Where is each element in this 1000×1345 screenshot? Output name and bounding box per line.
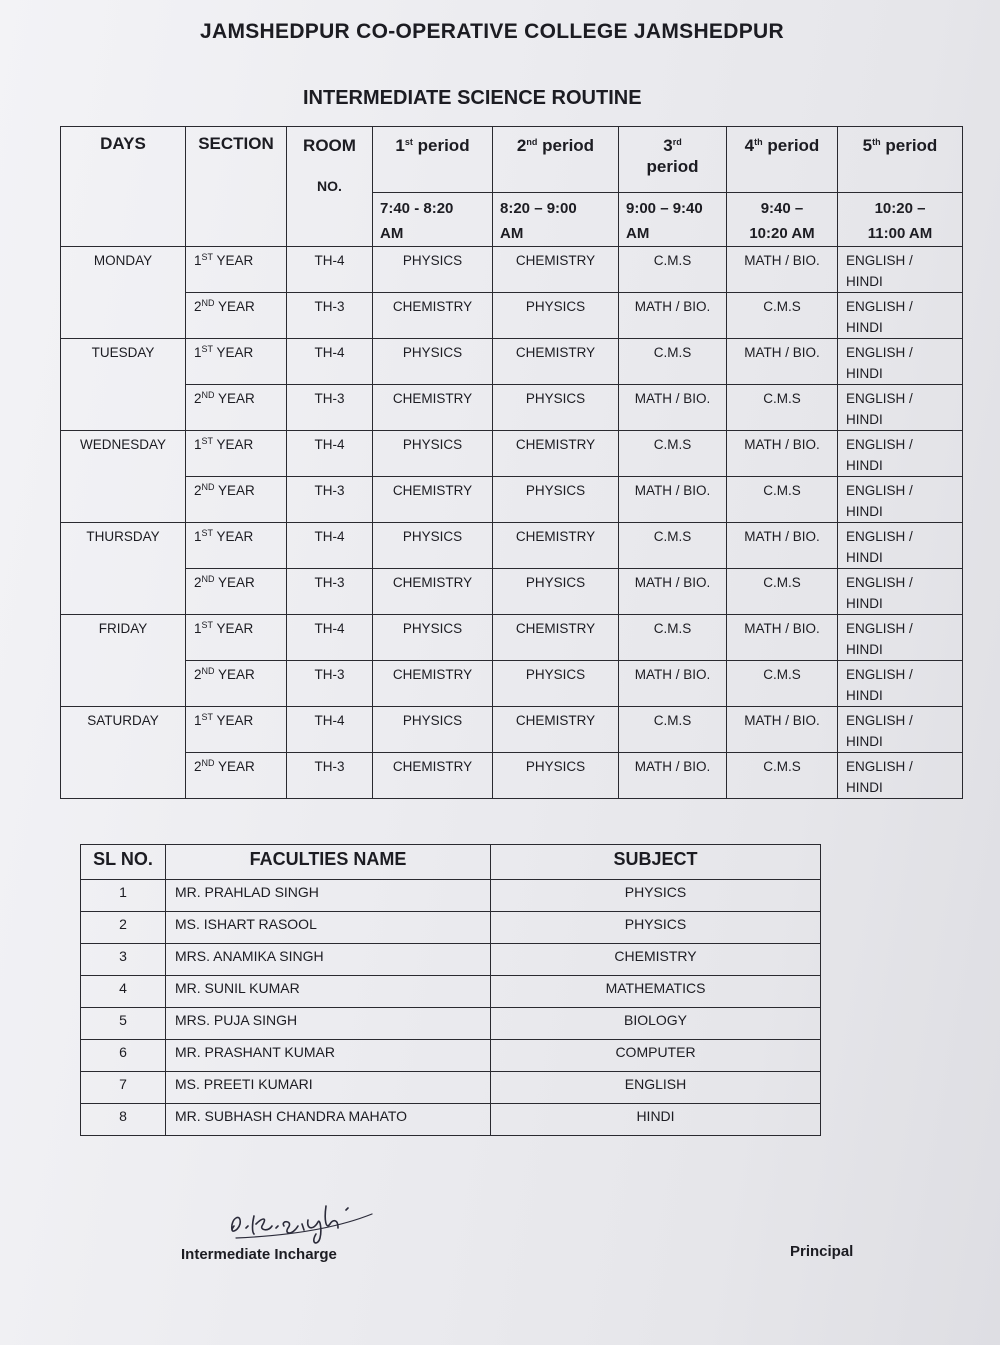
day-label: THURSDAY (61, 523, 186, 615)
subject-line-1: ENGLISH / (846, 575, 913, 590)
faculty-name: MS. PREETI KUMARI (166, 1072, 491, 1104)
section-num: 1 (194, 437, 202, 452)
subject-cell-period-5 (838, 707, 963, 753)
subject-cell: CHEMISTRY (493, 339, 619, 385)
subject-cell: CHEMISTRY (373, 477, 493, 523)
section-cell (186, 477, 287, 523)
subject-cell: CHEMISTRY (493, 431, 619, 477)
header-period-1 (373, 127, 493, 193)
subject-cell: PHYSICS (493, 385, 619, 431)
routine-row (61, 477, 963, 523)
header-period-3 (619, 127, 727, 193)
subject-cell: PHYSICS (373, 615, 493, 661)
subject-line-2: HINDI (846, 734, 883, 749)
subject-cell: MATH / BIO. (619, 569, 727, 615)
faculty-subject: COMPUTER (491, 1040, 821, 1072)
header-room-label: ROOM (303, 136, 356, 155)
faculty-header-name: FACULTIES NAME (166, 845, 491, 880)
subject-cell-period-5 (838, 431, 963, 477)
faculty-sl: 2 (81, 912, 166, 944)
room-cell: TH-4 (287, 523, 373, 569)
faculty-subject: CHEMISTRY (491, 944, 821, 976)
subject-cell: C.M.S (727, 385, 838, 431)
header-room (287, 127, 373, 247)
faculty-name: MRS. ANAMIKA SINGH (166, 944, 491, 976)
section-sup: ND (201, 758, 215, 768)
faculty-name: MR. SUBHASH CHANDRA MAHATO (166, 1104, 491, 1136)
faculty-sl: 4 (81, 976, 166, 1008)
day-label: TUESDAY (61, 339, 186, 431)
period-time-end: AM (626, 225, 650, 242)
room-cell: TH-3 (287, 661, 373, 707)
period-word: period (412, 136, 470, 155)
header-section: SECTION (186, 127, 287, 247)
subject-cell: CHEMISTRY (373, 661, 493, 707)
faculty-name: MRS. PUJA SINGH (166, 1008, 491, 1040)
subject-line-1: ENGLISH / (846, 529, 913, 544)
subject-line-1: ENGLISH / (846, 391, 913, 406)
subject-line-1: ENGLISH / (846, 253, 913, 268)
routine-body (61, 247, 963, 799)
section-num: 2 (194, 667, 202, 682)
subject-line-2: HINDI (846, 412, 883, 427)
faculty-row (81, 1008, 821, 1040)
period-ordinal: th (754, 137, 763, 147)
room-cell: TH-3 (287, 569, 373, 615)
subject-cell: C.M.S (727, 477, 838, 523)
room-cell: TH-4 (287, 247, 373, 293)
faculty-subject: HINDI (491, 1104, 821, 1136)
subject-cell: C.M.S (619, 247, 727, 293)
subject-line-1: ENGLISH / (846, 667, 913, 682)
routine-row (61, 615, 963, 661)
period-number: 1 (395, 136, 405, 155)
faculty-name: MR. PRAHLAD SINGH (166, 880, 491, 912)
subject-cell: MATH / BIO. (619, 385, 727, 431)
subject-line-1: ENGLISH / (846, 299, 913, 314)
subject-cell: PHYSICS (373, 431, 493, 477)
header-period-4 (727, 127, 838, 193)
subject-cell: MATH / BIO. (727, 431, 838, 477)
subject-line-1: ENGLISH / (846, 437, 913, 452)
section-sup: ST (201, 712, 214, 722)
period-ordinal: th (872, 137, 881, 147)
routine-row (61, 339, 963, 385)
subject-cell: C.M.S (727, 661, 838, 707)
period-time-start: 7:40 - 8:20 (380, 200, 454, 217)
subject-cell: PHYSICS (373, 339, 493, 385)
period-ordinal: nd (526, 137, 538, 147)
time-period-3 (619, 193, 727, 247)
subject-cell: C.M.S (727, 569, 838, 615)
section-num: 2 (194, 299, 202, 314)
section-num: 1 (194, 253, 202, 268)
period-time-start: 9:40 – (760, 200, 804, 217)
section-sup: ST (201, 436, 214, 446)
period-word: period (762, 136, 820, 155)
section-label: YEAR (213, 253, 254, 268)
faculty-body (81, 880, 821, 1136)
room-cell: TH-4 (287, 707, 373, 753)
section-num: 2 (194, 391, 202, 406)
period-word: period (880, 136, 938, 155)
routine-table (60, 126, 963, 799)
faculty-subject: PHYSICS (491, 880, 821, 912)
faculty-name: MS. ISHART RASOOL (166, 912, 491, 944)
routine-title: INTERMEDIATE SCIENCE ROUTINE (303, 87, 642, 109)
section-num: 1 (194, 621, 202, 636)
faculty-sl: 5 (81, 1008, 166, 1040)
section-cell (186, 385, 287, 431)
college-name: JAMSHEDPUR CO-OPERATIVE COLLEGE JAMSHEDPUR (200, 20, 784, 43)
subject-cell-period-5 (838, 247, 963, 293)
section-num: 1 (194, 529, 202, 544)
faculty-header-sl: SL NO. (81, 845, 166, 880)
subject-cell: CHEMISTRY (373, 753, 493, 799)
day-label: FRIDAY (61, 615, 186, 707)
subject-cell: CHEMISTRY (493, 707, 619, 753)
subject-cell: MATH / BIO. (619, 661, 727, 707)
section-cell (186, 569, 287, 615)
subject-line-1: ENGLISH / (846, 713, 913, 728)
subject-cell: PHYSICS (493, 753, 619, 799)
subject-line-2: HINDI (846, 366, 883, 381)
routine-row (61, 293, 963, 339)
period-time-end: AM (500, 225, 524, 242)
faculty-row (81, 1072, 821, 1104)
faculty-row (81, 912, 821, 944)
faculty-sl: 8 (81, 1104, 166, 1136)
subject-line-2: HINDI (846, 550, 883, 565)
section-sup: ST (201, 620, 214, 630)
time-period-1 (373, 193, 493, 247)
section-label: YEAR (214, 667, 255, 682)
section-sup: ND (201, 666, 215, 676)
routine-row (61, 247, 963, 293)
subject-line-1: ENGLISH / (846, 621, 913, 636)
subject-cell-period-5 (838, 615, 963, 661)
routine-row (61, 569, 963, 615)
subject-cell: MATH / BIO. (727, 339, 838, 385)
faculty-name: MR. PRASHANT KUMAR (166, 1040, 491, 1072)
faculty-sl: 6 (81, 1040, 166, 1072)
period-number: 5 (862, 136, 873, 155)
incharge-label: Intermediate Incharge (181, 1246, 337, 1263)
section-label: YEAR (213, 437, 254, 452)
signature (222, 1190, 392, 1250)
section-cell (186, 431, 287, 477)
subject-cell-period-5 (838, 339, 963, 385)
subject-line-2: HINDI (846, 274, 883, 289)
subject-cell: CHEMISTRY (493, 615, 619, 661)
section-label: YEAR (214, 299, 255, 314)
time-period-2 (493, 193, 619, 247)
subject-line-2: HINDI (846, 780, 883, 795)
period-number: 3 (663, 136, 673, 155)
section-num: 2 (194, 483, 202, 498)
faculty-header-subject: SUBJECT (491, 845, 821, 880)
section-label: YEAR (213, 713, 254, 728)
period-number: 4 (744, 136, 755, 155)
subject-cell: MATH / BIO. (727, 615, 838, 661)
section-sup: ND (201, 574, 215, 584)
header-days: DAYS (61, 127, 186, 247)
subject-cell-period-5 (838, 569, 963, 615)
room-cell: TH-4 (287, 615, 373, 661)
section-cell (186, 707, 287, 753)
subject-cell: MATH / BIO. (619, 477, 727, 523)
room-cell: TH-3 (287, 753, 373, 799)
period-word: period (537, 136, 595, 155)
section-cell (186, 247, 287, 293)
section-cell (186, 523, 287, 569)
period-ordinal: rd (672, 137, 682, 147)
routine-row (61, 707, 963, 753)
period-time-start: 10:20 – (874, 200, 926, 217)
faculty-row (81, 944, 821, 976)
subject-cell: PHYSICS (493, 293, 619, 339)
time-period-5 (838, 193, 963, 247)
room-cell: TH-4 (287, 339, 373, 385)
subject-cell: CHEMISTRY (373, 293, 493, 339)
faculty-row (81, 880, 821, 912)
room-cell: TH-4 (287, 431, 373, 477)
section-label: YEAR (213, 529, 254, 544)
room-cell: TH-3 (287, 293, 373, 339)
subject-cell: MATH / BIO. (727, 523, 838, 569)
subject-cell: PHYSICS (493, 569, 619, 615)
header-period-2 (493, 127, 619, 193)
period-time-end: AM (380, 225, 404, 242)
section-cell (186, 615, 287, 661)
subject-cell: PHYSICS (493, 661, 619, 707)
subject-cell: MATH / BIO. (619, 293, 727, 339)
routine-row (61, 523, 963, 569)
subject-cell-period-5 (838, 293, 963, 339)
subject-cell: C.M.S (619, 431, 727, 477)
principal-label: Principal (790, 1243, 854, 1260)
subject-line-2: HINDI (846, 458, 883, 473)
period-ordinal: st (404, 137, 413, 147)
faculty-sl: 3 (81, 944, 166, 976)
subject-cell: CHEMISTRY (373, 385, 493, 431)
day-label: SATURDAY (61, 707, 186, 799)
section-cell (186, 753, 287, 799)
header-room-no: NO. (317, 178, 342, 194)
subject-line-2: HINDI (846, 320, 883, 335)
section-label: YEAR (214, 575, 255, 590)
subject-cell: C.M.S (619, 707, 727, 753)
section-num: 1 (194, 713, 202, 728)
period-time-start: 9:00 – 9:40 (626, 200, 703, 217)
day-label: WEDNESDAY (61, 431, 186, 523)
subject-cell: MATH / BIO. (727, 707, 838, 753)
routine-row (61, 661, 963, 707)
subject-cell: C.M.S (727, 753, 838, 799)
day-label: MONDAY (61, 247, 186, 339)
subject-line-1: ENGLISH / (846, 483, 913, 498)
subject-cell: C.M.S (727, 293, 838, 339)
section-sup: ST (201, 344, 214, 354)
subject-cell: PHYSICS (493, 477, 619, 523)
section-num: 2 (194, 575, 202, 590)
section-sup: ND (201, 298, 215, 308)
section-label: YEAR (213, 345, 254, 360)
faculty-subject: BIOLOGY (491, 1008, 821, 1040)
subject-cell-period-5 (838, 477, 963, 523)
routine-row (61, 753, 963, 799)
faculty-sl: 1 (81, 880, 166, 912)
subject-cell-period-5 (838, 753, 963, 799)
section-label: YEAR (214, 483, 255, 498)
subject-cell: PHYSICS (373, 523, 493, 569)
faculty-subject: MATHEMATICS (491, 976, 821, 1008)
faculty-table (80, 844, 821, 1136)
section-label: YEAR (213, 621, 254, 636)
header-period-5 (838, 127, 963, 193)
section-sup: ND (201, 482, 215, 492)
subject-line-1: ENGLISH / (846, 759, 913, 774)
routine-row (61, 431, 963, 477)
routine-row (61, 385, 963, 431)
period-time-end: 10:20 AM (749, 225, 815, 242)
subject-cell: MATH / BIO. (727, 247, 838, 293)
subject-cell-period-5 (838, 661, 963, 707)
section-cell (186, 661, 287, 707)
section-label: YEAR (214, 759, 255, 774)
subject-line-2: HINDI (846, 596, 883, 611)
period-time-end: 11:00 AM (867, 225, 933, 242)
subject-cell: CHEMISTRY (373, 569, 493, 615)
section-sup: ND (201, 390, 215, 400)
time-period-4 (727, 193, 838, 247)
subject-cell: C.M.S (619, 339, 727, 385)
section-sup: ST (201, 528, 214, 538)
period-number: 2 (516, 136, 527, 155)
subject-line-1: ENGLISH / (846, 345, 913, 360)
faculty-sl: 7 (81, 1072, 166, 1104)
subject-cell: CHEMISTRY (493, 523, 619, 569)
faculty-name: MR. SUNIL KUMAR (166, 976, 491, 1008)
subject-cell: MATH / BIO. (619, 753, 727, 799)
subject-cell: CHEMISTRY (493, 247, 619, 293)
faculty-subject: ENGLISH (491, 1072, 821, 1104)
section-num: 2 (194, 759, 202, 774)
subject-cell: C.M.S (619, 523, 727, 569)
subject-cell-period-5 (838, 385, 963, 431)
subject-line-2: HINDI (846, 642, 883, 657)
section-sup: ST (201, 252, 214, 262)
faculty-subject: PHYSICS (491, 912, 821, 944)
faculty-row (81, 1040, 821, 1072)
section-cell (186, 339, 287, 385)
room-cell: TH-3 (287, 385, 373, 431)
subject-cell: C.M.S (619, 615, 727, 661)
subject-cell: PHYSICS (373, 247, 493, 293)
subject-cell-period-5 (838, 523, 963, 569)
subject-cell: PHYSICS (373, 707, 493, 753)
period-word: period (646, 157, 699, 176)
subject-line-2: HINDI (846, 504, 883, 519)
period-time-start: 8:20 – 9:00 (500, 200, 577, 217)
section-label: YEAR (214, 391, 255, 406)
section-num: 1 (194, 345, 202, 360)
faculty-row (81, 1104, 821, 1136)
subject-line-2: HINDI (846, 688, 883, 703)
room-cell: TH-3 (287, 477, 373, 523)
section-cell (186, 293, 287, 339)
faculty-row (81, 976, 821, 1008)
